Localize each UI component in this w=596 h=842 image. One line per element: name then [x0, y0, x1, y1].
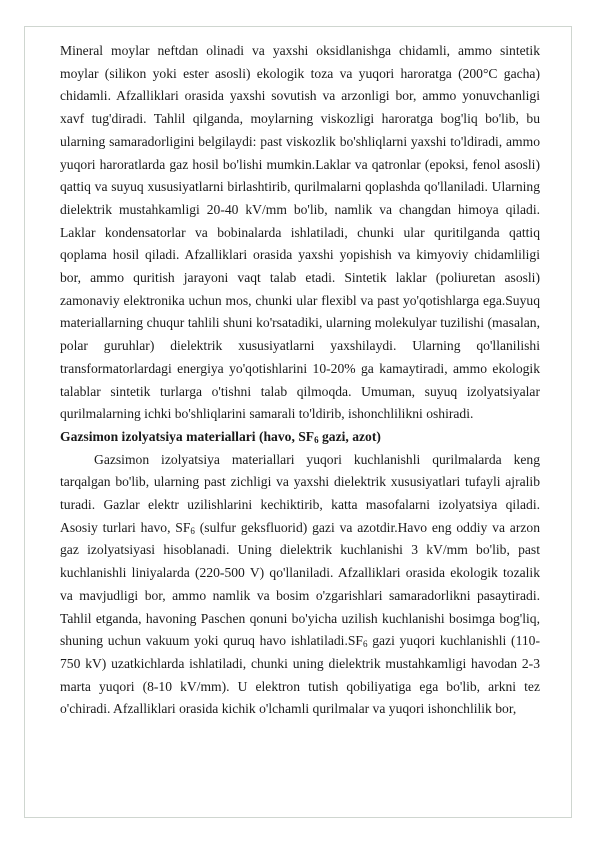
paragraph-text-part-3: gazi yuqori kuchlanishli (110-750 kV) uzatkichlarda ishlatiladi, chunki uning dielektrik mustahkamligi havodan 2-3 marta yuqori (8-10 kV/mm). U elektron tutish qobiliyatiga ega bo'lib, arkni tez o'chiradi. Afzalliklari orasida kichik o'lchamli qurilmalar va yuqori ishonchlilik bor, [60, 633, 540, 717]
heading-text-end: gazi, azot) [318, 428, 381, 444]
paragraph-text-part-2: (sulfur geksfluorid) gazi va azotdir.Havo eng oddiy va arzon gaz izolyatsiyasi hisoblanadi. Uning dielektrik kuchlanishi 3 kV/mm bo'lib, past kuchlanishli liniyalarda (220-500 V) qo'llaniladi. Afzalliklari orasida ekologik tozalik va mavjudligi bor, ammo namlik va bosim o'zgarishlari samaradorlikni pasaytiradi. Tahlil etganda, havoning Paschen qonuni bo'yicha uzilish kuchlanishi bosimga bog'liq, shuning uchun vakuum yoki quruq havo ishlatiladi.SF [60, 519, 540, 649]
section-heading [60, 426, 540, 449]
paragraph-liquid-insulation: Mineral moylar neftdan olinadi va yaxshi oksidlanishga chidamli, ammo sintetik moylar (silikon yoki ester asosli) ekologik toza va yuqori haroratga (200°C gacha) chidamli. Afzalliklari orasida yaxshi sovutish va arzonligi bor, ammo yonuvchanligi xavf tug'diradi. Tahlil qilganda, moylarning viskozligi haroratga bog'liq bo'lib, bu ularning samaradorligini belgilaydi: past viskozlik bo'shliqlarni yaxshi to'ldiradi, ammo yuqori haroratlarda gaz hosil bo'lishi mumkin.Laklar va qatronlar (epoksi, fenol asosli) qattiq va suyuq xususiyatlarni birlashtirib, qurilmalarni qoplashda qo'llaniladi. Ularning dielektrik mustahkamligi 20-40 kV/mm bo'lib, namlik va changdan himoya qiladi. Laklar kondensatorlar va bobinalarda ishlatiladi, chunki ular quritilganda qattiq qoplama hosil qiladi. Afzalliklari orasida yaxshi yopishish va kimyoviy chidamliligi bor, ammo quritish jarayoni vaqt talab etadi. Sintetik laklar (poliuretan asosli) zamonaviy elektronika uchun mos, chunki ular flexibl va past yo'qotishlarga ega.Suyuq materiallarning chuqur tahlili shuni ko'rsatadiki, ularning molekulyar tuzilishi (masalan, polar guruhlar) dielektrik xususiyatlarni yaxshilaydi. Ularning qo'llanilishi transformatorlardagi energiya yo'qotishlarini 10-20% ga kamaytiradi, ammo ekologik talablar sintetik turlarga o'tishni talab qilmoqda. Umuman, suyuq izolyatsiyalar qurilmalarning ichki bo'shliqlarini samarali to'ldirib, ishonchlilikni oshiradi. [60, 43, 540, 422]
document-body [60, 40, 540, 721]
paragraph-text-part-1: Gazsimon izolyatsiya materiallari yuqori kuchlanishli qurilmalarda keng tarqalgan bo'lib, ularning past zichligi va yaxshi dielektrik xususiyatlari tufayli ajralib turadi. Gazlar elektr uzilishlarini kechiktirib, katta masofalarni izolyatsiya qiladi. Asosiy turlari havo, SF [60, 451, 540, 535]
subscript-1: 6 [190, 525, 195, 536]
heading-text-start: Gazsimon izolyatsiya materiallari (havo, SF [60, 428, 315, 444]
heading-subscript: 6 [314, 434, 319, 445]
paragraph-gas-insulation [60, 449, 540, 721]
subscript-2: 6 [362, 639, 368, 650]
